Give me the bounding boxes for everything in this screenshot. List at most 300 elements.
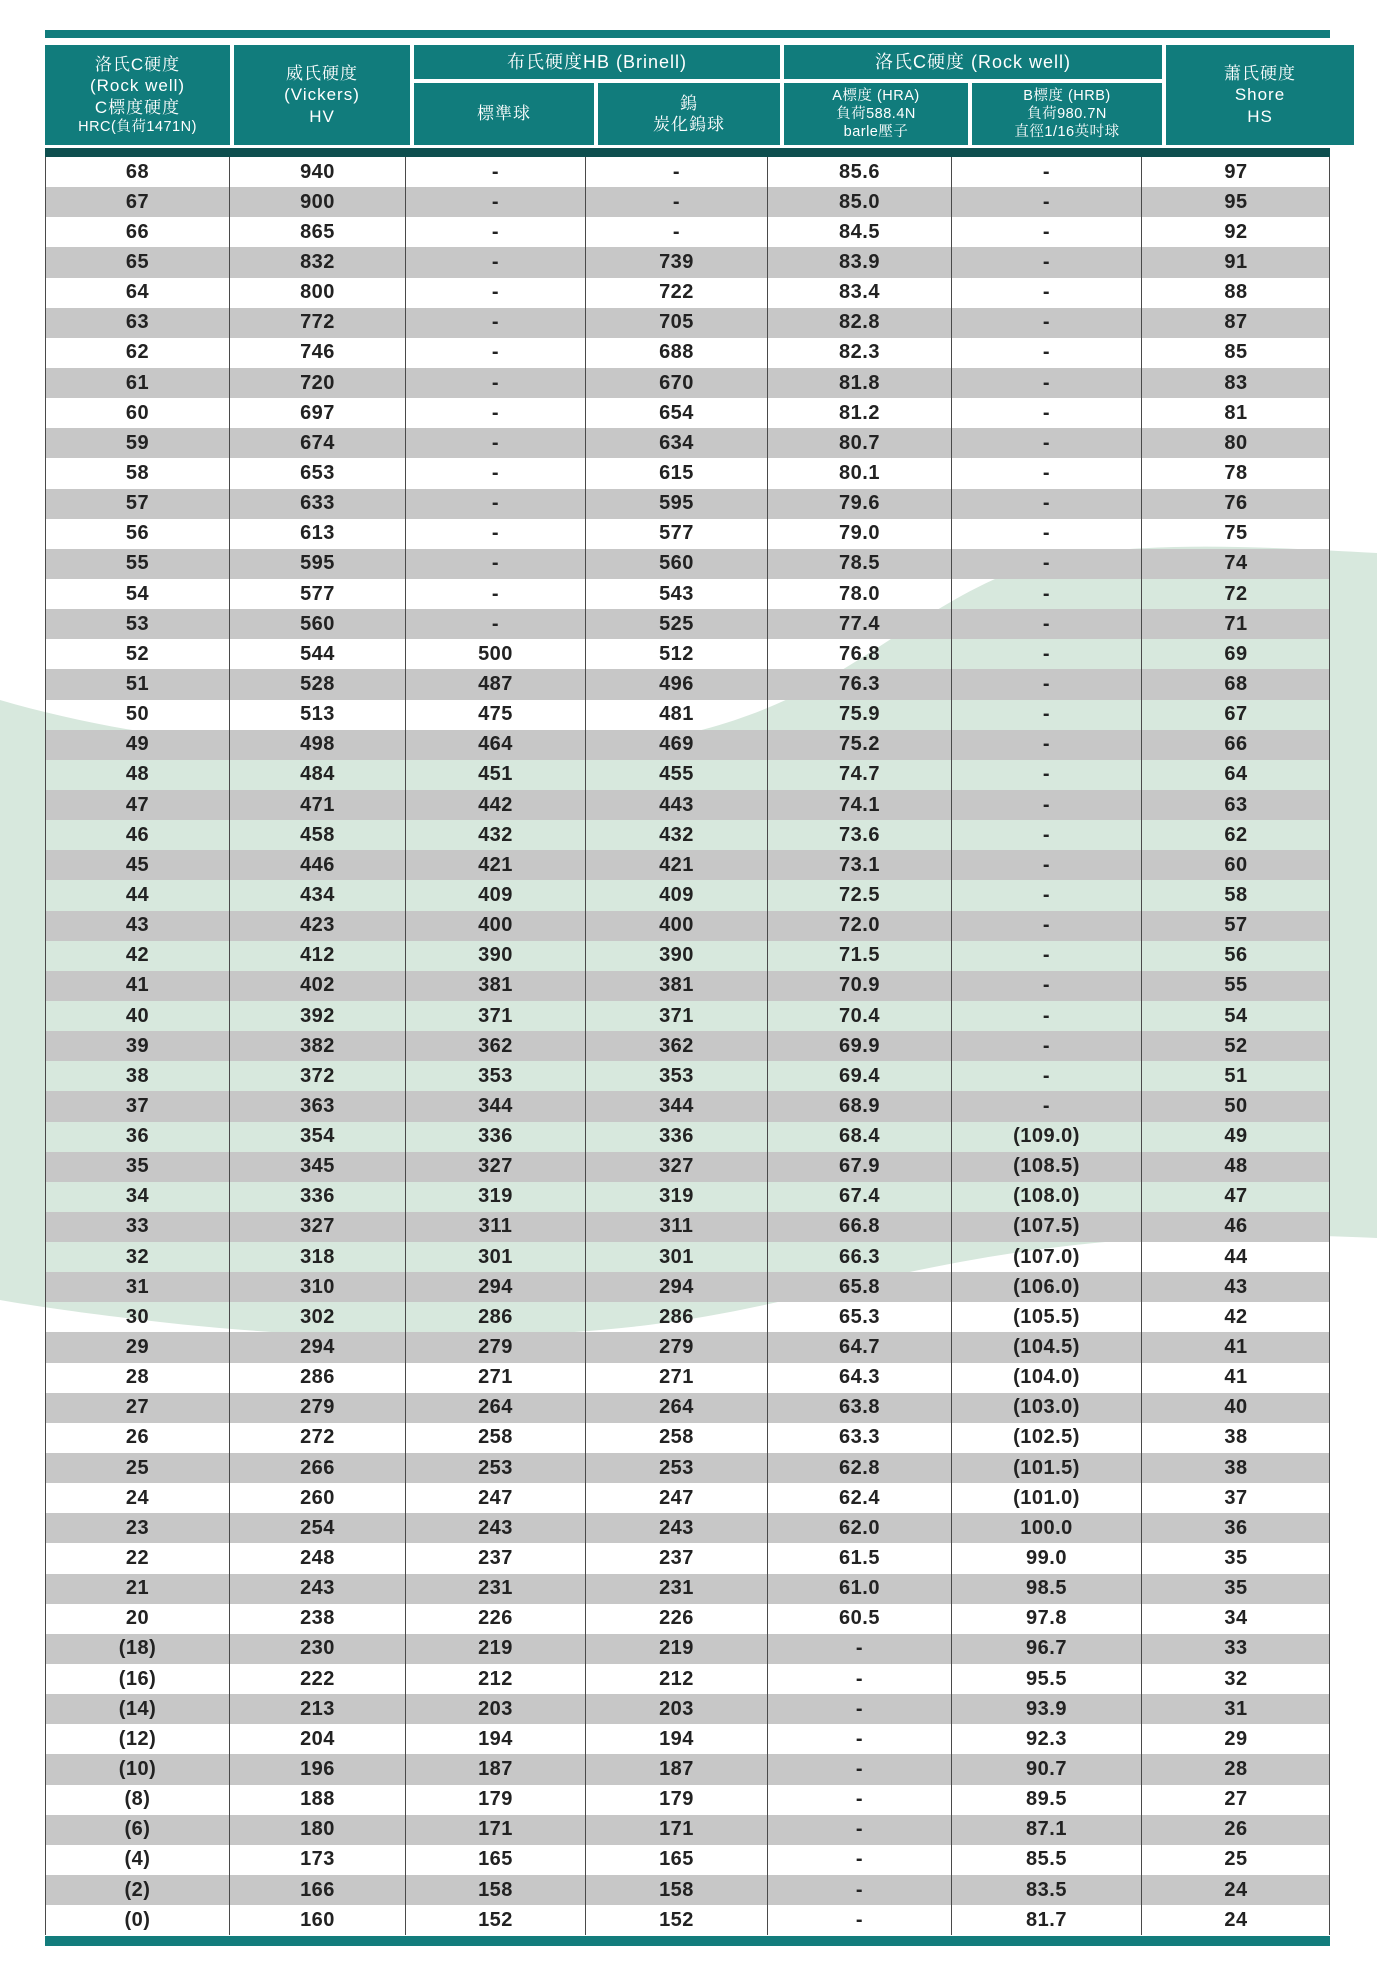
table-cell: 36 <box>1224 1516 1248 1539</box>
table-cell: 226 <box>406 1604 586 1634</box>
header-text: HV <box>309 106 335 126</box>
table-cell: - <box>406 157 586 187</box>
table-cell: 95 <box>1224 190 1248 213</box>
table-row <box>46 1543 1329 1573</box>
table-row <box>46 1031 1329 1061</box>
table-cell: 354 <box>230 1122 406 1152</box>
table-cell: - <box>952 760 1142 790</box>
table-cell: 577 <box>230 579 406 609</box>
table-cell: 345 <box>230 1152 406 1182</box>
table-cell: 50 <box>46 700 230 730</box>
table-cell: - <box>768 1905 952 1935</box>
table-cell: 70.4 <box>768 1001 952 1031</box>
table-cell: - <box>768 1875 952 1905</box>
table-cell: 264 <box>406 1393 586 1423</box>
header-text: 負荷980.7N <box>1027 105 1107 122</box>
table-cell: 61.0 <box>768 1574 952 1604</box>
table-cell: 89.5 <box>952 1785 1142 1815</box>
table-cell: (0) <box>46 1905 230 1935</box>
table-cell: 336 <box>586 1122 768 1152</box>
table-body <box>45 157 1330 1935</box>
table-cell: 62.8 <box>768 1453 952 1483</box>
table-bottom-bar <box>45 1936 1330 1946</box>
table-cell: - <box>952 247 1142 277</box>
table-cell: 41 <box>46 971 230 1001</box>
table-cell: - <box>952 278 1142 308</box>
table-cell: 47 <box>46 790 230 820</box>
table-cell: 560 <box>230 609 406 639</box>
table-cell: (104.5) <box>952 1332 1142 1362</box>
table-cell: 301 <box>406 1242 586 1272</box>
table-cell: 213 <box>230 1694 406 1724</box>
table-cell: - <box>406 519 586 549</box>
header-text: 直徑1/16英吋球 <box>1014 124 1120 141</box>
table-cell: 434 <box>230 880 406 910</box>
table-cell: 302 <box>230 1302 406 1332</box>
table-cell: 432 <box>406 820 586 850</box>
table-cell: - <box>952 217 1142 247</box>
table-cell: - <box>952 489 1142 519</box>
table-cell: 78.0 <box>768 579 952 609</box>
table-cell: 80.1 <box>768 458 952 488</box>
table-cell: 173 <box>230 1845 406 1875</box>
table-cell: 230 <box>230 1634 406 1664</box>
table-cell: 158 <box>406 1875 586 1905</box>
table-cell: - <box>952 519 1142 549</box>
table-row <box>46 609 1329 639</box>
table-cell: 336 <box>230 1182 406 1212</box>
table-row <box>46 157 1329 187</box>
table-cell: 458 <box>230 820 406 850</box>
table-cell: 33 <box>46 1212 230 1242</box>
table-row <box>46 1091 1329 1121</box>
table-cell: 51 <box>1224 1064 1248 1087</box>
table-cell: 471 <box>230 790 406 820</box>
table-row <box>46 850 1329 880</box>
table-cell: - <box>952 700 1142 730</box>
header-text: 洛氏C硬度 (Rock well) <box>874 51 1071 72</box>
table-cell: 98.5 <box>952 1574 1142 1604</box>
table-cell: 487 <box>406 669 586 699</box>
table-cell: 179 <box>406 1785 586 1815</box>
table-cell: 57 <box>1224 914 1248 937</box>
table-cell: 55 <box>1224 974 1248 997</box>
table-cell: 64.7 <box>768 1332 952 1362</box>
table-cell: 93.9 <box>952 1694 1142 1724</box>
table-cell: 160 <box>230 1905 406 1935</box>
table-cell: (101.5) <box>952 1453 1142 1483</box>
table-cell: 294 <box>406 1272 586 1302</box>
table-cell: 372 <box>230 1061 406 1091</box>
table-cell: (106.0) <box>952 1272 1142 1302</box>
table-cell: 49 <box>1224 1125 1248 1148</box>
table-row <box>46 308 1329 338</box>
table-row <box>46 639 1329 669</box>
table-cell: - <box>406 549 586 579</box>
table-cell: - <box>768 1785 952 1815</box>
table-cell: 279 <box>406 1332 586 1362</box>
table-cell: 165 <box>406 1845 586 1875</box>
table-cell: 50 <box>1224 1094 1248 1117</box>
table-cell: 243 <box>230 1574 406 1604</box>
table-cell: 24 <box>1224 1908 1248 1931</box>
table-cell: 82.8 <box>768 308 952 338</box>
table-cell: 179 <box>586 1785 768 1815</box>
table-cell: 294 <box>586 1272 768 1302</box>
table-cell: 72.5 <box>768 880 952 910</box>
table-cell: (107.5) <box>952 1212 1142 1242</box>
table-cell: 528 <box>230 669 406 699</box>
table-cell: 392 <box>230 1001 406 1031</box>
table-cell: 613 <box>230 519 406 549</box>
table-cell: - <box>768 1694 952 1724</box>
table-row <box>46 1483 1329 1513</box>
table-cell: 46 <box>1224 1215 1248 1238</box>
table-row <box>46 911 1329 941</box>
table-cell: 27 <box>1224 1788 1248 1811</box>
table-cell: 238 <box>230 1604 406 1634</box>
table-cell: - <box>952 669 1142 699</box>
table-cell: 78 <box>1224 461 1248 484</box>
table-cell: 35 <box>1224 1577 1248 1600</box>
table-cell: 87 <box>1224 311 1248 334</box>
table-cell: - <box>952 458 1142 488</box>
header-vickers-column <box>234 45 410 145</box>
table-cell: 371 <box>586 1001 768 1031</box>
table-cell: 219 <box>406 1634 586 1664</box>
table-cell: 196 <box>230 1754 406 1784</box>
table-cell: 353 <box>406 1061 586 1091</box>
table-row <box>46 1152 1329 1182</box>
table-cell: 36 <box>46 1122 230 1152</box>
table-cell: 212 <box>406 1664 586 1694</box>
table-row <box>46 1332 1329 1362</box>
table-cell: - <box>406 278 586 308</box>
table-cell: 390 <box>406 941 586 971</box>
table-cell: 697 <box>230 398 406 428</box>
table-cell: 79.0 <box>768 519 952 549</box>
table-cell: 71.5 <box>768 941 952 971</box>
table-row <box>46 1815 1329 1845</box>
table-cell: 85.6 <box>768 157 952 187</box>
table-cell: 319 <box>406 1182 586 1212</box>
table-cell: 254 <box>230 1513 406 1543</box>
table-cell: 327 <box>406 1152 586 1182</box>
table-cell: - <box>952 549 1142 579</box>
table-cell: 219 <box>586 1634 768 1664</box>
table-cell: 286 <box>406 1302 586 1332</box>
table-cell: 513 <box>230 700 406 730</box>
table-cell: 443 <box>586 790 768 820</box>
table-cell: 171 <box>406 1815 586 1845</box>
table-cell: 152 <box>406 1905 586 1935</box>
table-cell: 88 <box>1224 281 1248 304</box>
table-cell: 73.6 <box>768 820 952 850</box>
table-row <box>46 368 1329 398</box>
table-cell: - <box>406 338 586 368</box>
table-cell: (109.0) <box>952 1122 1142 1152</box>
header-text: HRC(負荷1471N) <box>78 118 197 135</box>
table-cell: 24 <box>46 1483 230 1513</box>
table-cell: 59 <box>46 428 230 458</box>
table-cell: 60 <box>46 398 230 428</box>
table-cell: 500 <box>406 639 586 669</box>
table-cell: - <box>406 609 586 639</box>
table-cell: 344 <box>586 1091 768 1121</box>
table-cell: 165 <box>586 1845 768 1875</box>
table-cell: 42 <box>1224 1305 1248 1328</box>
table-row <box>46 790 1329 820</box>
table-row <box>46 1754 1329 1784</box>
table-cell: 203 <box>406 1694 586 1724</box>
table-cell: 81.2 <box>768 398 952 428</box>
table-cell: (104.0) <box>952 1363 1142 1393</box>
table-cell: 52 <box>1224 1034 1248 1057</box>
table-cell: 362 <box>586 1031 768 1061</box>
table-row <box>46 549 1329 579</box>
table-row <box>46 1302 1329 1332</box>
table-cell: - <box>952 338 1142 368</box>
table-cell: 294 <box>230 1332 406 1362</box>
table-cell: - <box>952 880 1142 910</box>
table-row <box>46 1574 1329 1604</box>
table-row <box>46 1634 1329 1664</box>
table-row <box>46 1393 1329 1423</box>
table-cell: 49 <box>46 730 230 760</box>
table-cell: 451 <box>406 760 586 790</box>
table-cell: 56 <box>46 519 230 549</box>
table-cell: 77.4 <box>768 609 952 639</box>
table-row <box>46 941 1329 971</box>
table-row <box>46 1122 1329 1152</box>
table-cell: 65.3 <box>768 1302 952 1332</box>
table-cell: - <box>586 187 768 217</box>
table-cell: - <box>406 489 586 519</box>
table-cell: - <box>952 911 1142 941</box>
table-cell: 26 <box>46 1423 230 1453</box>
table-cell: 543 <box>586 579 768 609</box>
table-cell: 67.9 <box>768 1152 952 1182</box>
table-cell: 327 <box>586 1152 768 1182</box>
table-cell: (108.5) <box>952 1152 1142 1182</box>
table-cell: 48 <box>1224 1155 1248 1178</box>
table-cell: - <box>952 428 1142 458</box>
table-cell: 336 <box>406 1122 586 1152</box>
table-cell: 595 <box>586 489 768 519</box>
table-row <box>46 1242 1329 1272</box>
table-cell: 56 <box>1224 944 1248 967</box>
table-cell: 23 <box>46 1513 230 1543</box>
table-cell: 69.4 <box>768 1061 952 1091</box>
table-cell: 41 <box>1224 1366 1248 1389</box>
table-cell: 43 <box>1224 1275 1248 1298</box>
table-cell: (16) <box>46 1664 230 1694</box>
table-cell: - <box>768 1845 952 1875</box>
table-cell: - <box>952 1001 1142 1031</box>
table-cell: 469 <box>586 730 768 760</box>
table-cell: 421 <box>406 850 586 880</box>
table-cell: 52 <box>46 639 230 669</box>
table-cell: 318 <box>230 1242 406 1272</box>
table-cell: 409 <box>406 880 586 910</box>
table-cell: (8) <box>46 1785 230 1815</box>
header-text: A標度 (HRA) <box>832 87 920 104</box>
table-cell: - <box>406 579 586 609</box>
table-cell: 29 <box>1224 1727 1248 1750</box>
table-cell: - <box>768 1634 952 1664</box>
table-cell: 75 <box>1224 522 1248 545</box>
table-cell: 75.9 <box>768 700 952 730</box>
table-cell: 95.5 <box>952 1664 1142 1694</box>
table-cell: 248 <box>230 1543 406 1573</box>
table-cell: 76.8 <box>768 639 952 669</box>
table-cell: 800 <box>230 278 406 308</box>
table-cell: 412 <box>230 941 406 971</box>
table-cell: - <box>952 1061 1142 1091</box>
table-cell: 68.4 <box>768 1122 952 1152</box>
table-row <box>46 1363 1329 1393</box>
table-cell: 670 <box>586 368 768 398</box>
table-cell: - <box>406 308 586 338</box>
table-row <box>46 247 1329 277</box>
table-cell: 720 <box>230 368 406 398</box>
table-cell: 400 <box>586 911 768 941</box>
table-cell: 20 <box>46 1604 230 1634</box>
table-cell: - <box>406 458 586 488</box>
table-cell: 44 <box>46 880 230 910</box>
table-cell: 67 <box>46 187 230 217</box>
table-cell: 266 <box>230 1453 406 1483</box>
table-cell: 865 <box>230 217 406 247</box>
table-cell: 253 <box>406 1453 586 1483</box>
table-cell: 442 <box>406 790 586 820</box>
table-cell: 64 <box>46 278 230 308</box>
table-cell: 286 <box>230 1363 406 1393</box>
table-row <box>46 1604 1329 1634</box>
table-cell: - <box>406 187 586 217</box>
table-header <box>45 45 1330 145</box>
table-cell: 100.0 <box>952 1513 1142 1543</box>
table-cell: - <box>952 820 1142 850</box>
table-cell: 260 <box>230 1483 406 1513</box>
table-cell: - <box>952 157 1142 187</box>
table-row <box>46 1061 1329 1091</box>
table-cell: 63.3 <box>768 1423 952 1453</box>
table-row <box>46 187 1329 217</box>
table-cell: 423 <box>230 911 406 941</box>
table-cell: 900 <box>230 187 406 217</box>
header-brinell-group <box>414 45 780 79</box>
table-cell: 83.9 <box>768 247 952 277</box>
table-cell: 705 <box>586 308 768 338</box>
table-cell: 432 <box>586 820 768 850</box>
table-cell: 222 <box>230 1664 406 1694</box>
table-cell: - <box>768 1815 952 1845</box>
table-cell: 37 <box>1224 1486 1248 1509</box>
table-cell: 51 <box>46 669 230 699</box>
table-row <box>46 1845 1329 1875</box>
header-hrc-column <box>45 45 230 145</box>
table-cell: 353 <box>586 1061 768 1091</box>
table-cell: 264 <box>586 1393 768 1423</box>
table-cell: 455 <box>586 760 768 790</box>
table-row <box>46 1724 1329 1754</box>
table-cell: (102.5) <box>952 1423 1142 1453</box>
table-cell: 54 <box>46 579 230 609</box>
table-cell: 258 <box>586 1423 768 1453</box>
table-cell: 722 <box>586 278 768 308</box>
table-cell: 33 <box>1224 1637 1248 1660</box>
table-row <box>46 1001 1329 1031</box>
header-text: 洛氏C硬度 <box>94 55 181 75</box>
table-cell: 84.5 <box>768 217 952 247</box>
table-cell: 34 <box>1224 1607 1248 1630</box>
table-cell: 674 <box>230 428 406 458</box>
table-cell: - <box>406 247 586 277</box>
table-row <box>46 458 1329 488</box>
table-cell: 746 <box>230 338 406 368</box>
table-cell: - <box>952 790 1142 820</box>
table-cell: 739 <box>586 247 768 277</box>
table-cell: 152 <box>586 1905 768 1935</box>
table-cell: 97.8 <box>952 1604 1142 1634</box>
table-cell: (12) <box>46 1724 230 1754</box>
table-cell: 63 <box>46 308 230 338</box>
table-cell: 772 <box>230 308 406 338</box>
table-cell: 188 <box>230 1785 406 1815</box>
table-cell: 85.0 <box>768 187 952 217</box>
table-cell: 475 <box>406 700 586 730</box>
table-cell: 61 <box>46 368 230 398</box>
table-cell: 363 <box>230 1091 406 1121</box>
table-cell: 311 <box>586 1212 768 1242</box>
table-cell: 67.4 <box>768 1182 952 1212</box>
table-cell: 66 <box>1224 733 1248 756</box>
table-cell: (6) <box>46 1815 230 1845</box>
table-cell: 633 <box>230 489 406 519</box>
table-cell: 74.7 <box>768 760 952 790</box>
header-hra-column <box>784 83 968 145</box>
table-row <box>46 398 1329 428</box>
table-cell: 68.9 <box>768 1091 952 1121</box>
table-cell: - <box>768 1754 952 1784</box>
table-cell: - <box>768 1724 952 1754</box>
table-row <box>46 700 1329 730</box>
table-cell: 231 <box>586 1574 768 1604</box>
table-cell: 60 <box>1224 853 1248 876</box>
table-cell: 76.3 <box>768 669 952 699</box>
table-cell: 41 <box>1224 1336 1248 1359</box>
table-cell: 187 <box>406 1754 586 1784</box>
table-cell: 80 <box>1224 431 1248 454</box>
table-cell: 28 <box>46 1363 230 1393</box>
table-cell: 62 <box>46 338 230 368</box>
table-cell: 400 <box>406 911 586 941</box>
table-cell: - <box>952 850 1142 880</box>
header-text: 蕭氏硬度 <box>1224 64 1296 84</box>
table-cell: 66 <box>46 217 230 247</box>
table-cell: 344 <box>406 1091 586 1121</box>
table-cell: 75.2 <box>768 730 952 760</box>
table-cell: 25 <box>46 1453 230 1483</box>
header-text: B標度 (HRB) <box>1023 87 1111 104</box>
table-cell: - <box>952 1031 1142 1061</box>
table-cell: 72.0 <box>768 911 952 941</box>
table-cell: - <box>406 217 586 247</box>
header-text: 標準球 <box>477 104 531 124</box>
table-cell: - <box>406 368 586 398</box>
table-row <box>46 278 1329 308</box>
